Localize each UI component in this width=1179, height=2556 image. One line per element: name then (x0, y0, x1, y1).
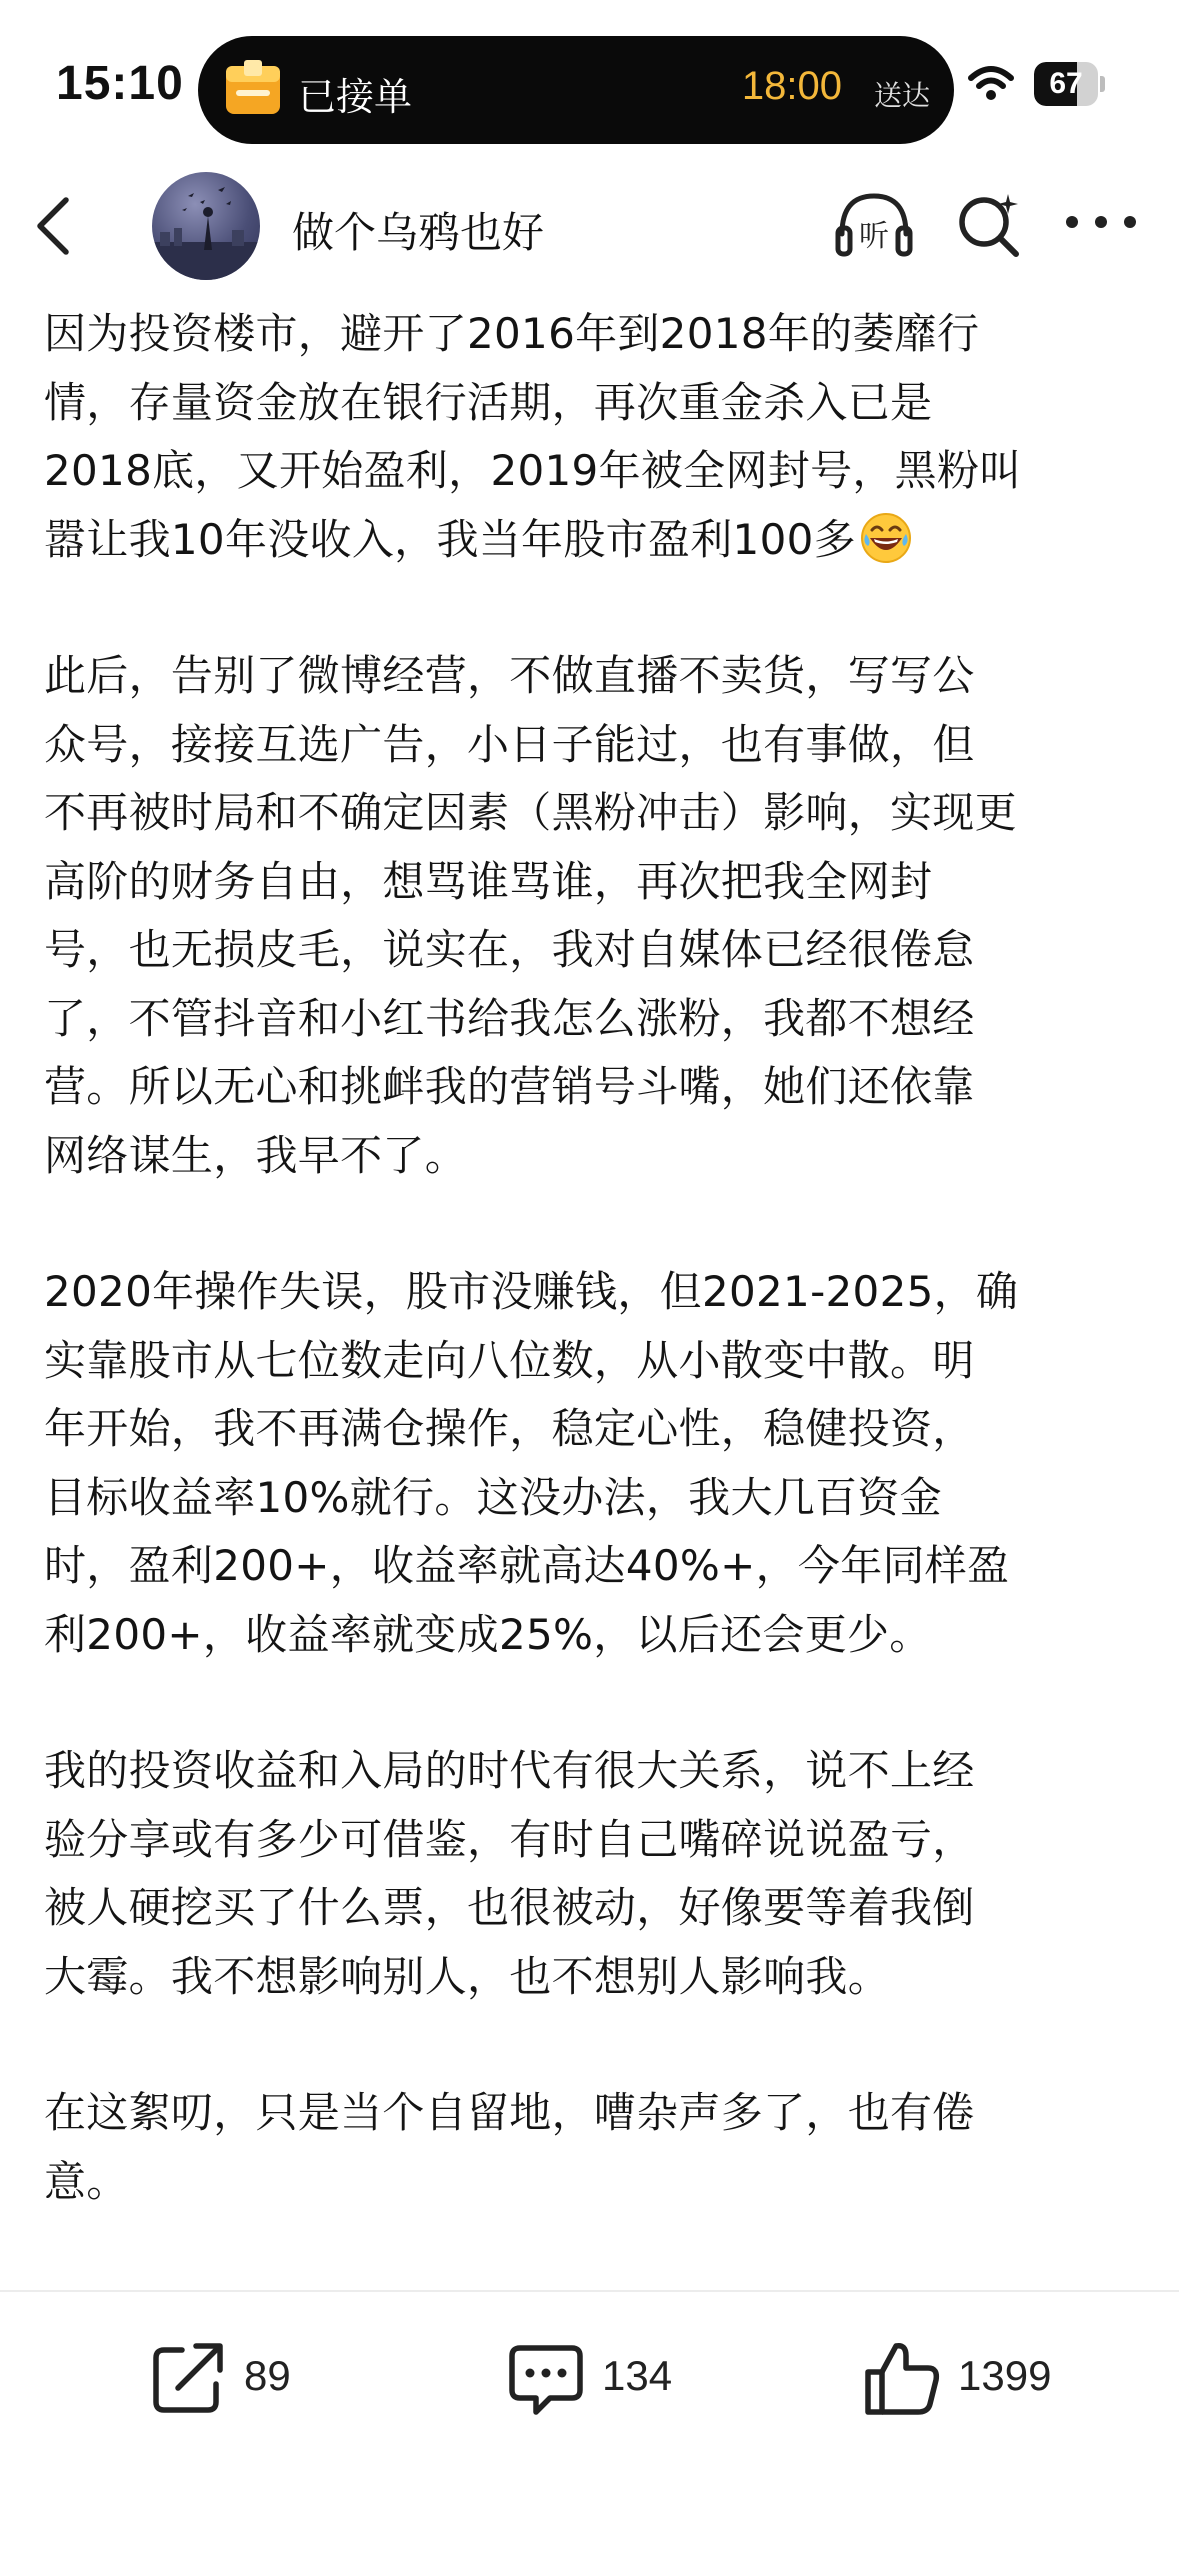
battery-level: 67 (1049, 67, 1083, 100)
comment-icon (506, 2338, 586, 2418)
action-bar (0, 2300, 1179, 2460)
comment-button[interactable] (506, 2338, 706, 2418)
delivery-box-icon (222, 58, 284, 120)
paragraph-4 (44, 1737, 1144, 2011)
account-name[interactable]: 做个乌鸦也好 (292, 208, 545, 257)
listen-icon[interactable] (834, 188, 914, 260)
paragraph-line: 情，存量资金放在银行活期，再次重金杀入已是 (44, 377, 933, 427)
status-time: 15:10 (56, 57, 184, 110)
paragraph-line: 意。 (44, 2156, 129, 2206)
listen-glyph: 听 (859, 219, 889, 254)
paragraph-gap (44, 1669, 1144, 1737)
paragraph-gap (44, 1190, 1144, 1258)
like-count: 1399 (958, 2352, 1052, 2399)
battery-indicator (1034, 62, 1106, 106)
paragraph-line: 实靠股市从七位数走向八位数，从小散变中散。明 (44, 1335, 975, 1385)
paragraph-line: 此后，告别了微博经营，不做直播不卖货，写写公 (44, 651, 975, 700)
paragraph-line: 营。所以无心和挑衅我的营销号斗嘴，她们还依靠 (44, 1062, 975, 1111)
back-icon[interactable] (30, 194, 78, 258)
wifi-icon (968, 66, 1014, 102)
headphones-icon (834, 188, 914, 260)
action-bar-divider (0, 2290, 1179, 2292)
search-icon[interactable] (954, 190, 1024, 260)
paragraph-gap (44, 574, 1144, 642)
delivery-eta-suffix: 送达 (873, 79, 930, 112)
paragraph-line: 高阶的财务自由，想骂谁骂谁，再次把我全网封 (44, 856, 933, 906)
comment-count: 134 (602, 2352, 673, 2399)
avatar-crow-illustration-icon (152, 172, 260, 280)
paragraph-line: 2018底，又开始盈利，2019年被全网封号，黑粉叫 (44, 446, 1022, 495)
order-status-label: 已接单 (298, 75, 413, 119)
like-button[interactable] (862, 2338, 1082, 2418)
post-header (0, 160, 1179, 290)
paragraph-line: 时，盈利200+，收益率就高达40%+，今年同样盈 (44, 1541, 1010, 1590)
battery-body (1034, 62, 1098, 106)
paragraph-2 (44, 642, 1144, 1190)
paragraph-line: 被人硬挖买了什么票，也很被动，好像要等着我倒 (44, 1883, 975, 1932)
paragraph-line: 利200+，收益率就变成25%，以后还会更少。 (44, 1609, 932, 1659)
dynamic-island-order-status[interactable] (198, 36, 954, 144)
paragraph-line: 了，不管抖音和小红书给我怎么涨粉，我都不想经 (44, 993, 975, 1043)
paragraph-1 (44, 300, 1144, 574)
post-body (44, 300, 1144, 2216)
paragraph-line: 年开始，我不再满仓操作，稳定心性，稳健投资， (44, 1404, 975, 1453)
paragraph-line: 号，也无损皮毛，说实在，我对自媒体已经很倦怠 (44, 925, 975, 974)
share-count: 89 (244, 2352, 291, 2399)
grinning-tears-emoji-icon (860, 512, 912, 564)
paragraph-line: 目标收益率10%就行。这没办法，我大几百资金 (44, 1472, 942, 1522)
battery-tip (1100, 76, 1105, 92)
delivery-eta: 18:00 (741, 64, 842, 108)
paragraph-line: 因为投资楼市，避开了2016年到2018年的萎靡行 (44, 309, 980, 358)
status-bar (0, 0, 1179, 150)
thumbs-up-icon (862, 2338, 942, 2418)
home-indicator-area (0, 2460, 1179, 2556)
paragraph-line: 众号，接接互选广告，小日子能过，也有事做，但 (44, 719, 975, 769)
paragraph-line: 大霉。我不想影响别人，也不想别人影响我。 (44, 1951, 891, 2001)
paragraph-gap (44, 2011, 1144, 2079)
avatar[interactable] (152, 172, 260, 280)
paragraph-3 (44, 1258, 1144, 1669)
paragraph-line: 网络谋生，我早不了。 (44, 1130, 468, 1180)
paragraph-line: 我的投资收益和入局的时代有很大关系，说不上经 (44, 1746, 975, 1795)
paragraph-line: 在这絮叨，只是当个自留地，嘈杂声多了，也有倦 (44, 2088, 975, 2137)
share-button[interactable] (148, 2338, 318, 2418)
paragraph-line: 2020年操作失误，股市没赚钱，但2021-2025，确 (44, 1267, 1019, 1316)
paragraph-line: 嚣让我10年没收入，我当年股市盈利100多 (44, 514, 856, 564)
share-icon (148, 2338, 228, 2418)
paragraph-line: 不再被时局和不确定因素（黑粉冲击）影响，实现更 (44, 788, 1017, 837)
more-icon[interactable] (1062, 210, 1140, 234)
paragraph-line: 验分享或有多少可借鉴，有时自己嘴碎说说盈亏， (44, 1814, 975, 1864)
paragraph-5 (44, 2079, 1144, 2216)
